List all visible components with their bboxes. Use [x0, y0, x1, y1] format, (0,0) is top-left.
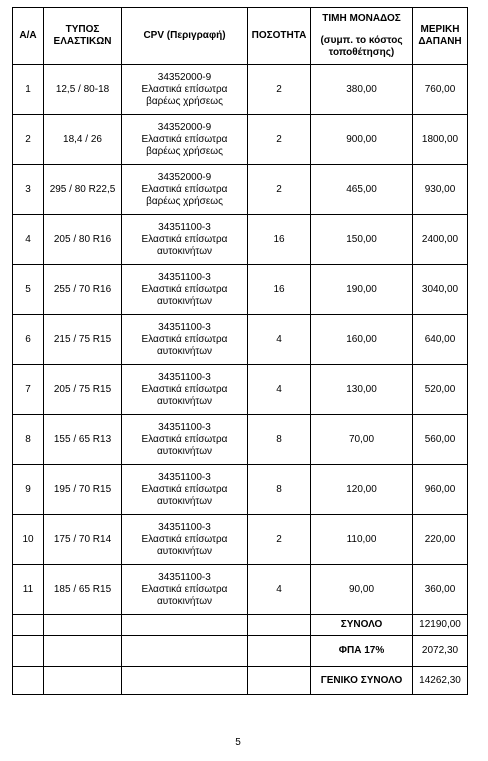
- sum-empty-3: [122, 615, 248, 636]
- tyre-type: 155 / 65 R13: [44, 415, 122, 465]
- cpv-cpv-code: 34352000-9: [157, 171, 212, 183]
- unit-price: 130,00: [311, 365, 413, 415]
- cpv-description: [122, 265, 248, 315]
- table-row: [13, 115, 468, 165]
- unit-price: 190,00: [311, 265, 413, 315]
- cpv-description: [122, 115, 248, 165]
- quantity: 4: [248, 365, 311, 415]
- quantity: 2: [248, 65, 311, 115]
- row-number: 8: [13, 415, 44, 465]
- table-row: [13, 165, 468, 215]
- table-row: [13, 465, 468, 515]
- table-row: [13, 515, 468, 565]
- cpv-description: [122, 315, 248, 365]
- header-unit-price-label: ΤΙΜΗ ΜΟΝΑΔΟΣ: [322, 13, 401, 24]
- unit-price: 160,00: [311, 315, 413, 365]
- unit-price: 380,00: [311, 65, 413, 115]
- cost-table: [12, 7, 468, 695]
- vat-empty-2: [44, 636, 122, 667]
- cpv-cpv-line2: βαρέως χρήσεως: [146, 95, 223, 107]
- cpv-description: [122, 215, 248, 265]
- cpv-cpv-line1: Ελαστικά επίσωτρα: [141, 383, 228, 395]
- quantity: 4: [248, 565, 311, 615]
- partial-cost: 220,00: [413, 515, 468, 565]
- row-number: 7: [13, 365, 44, 415]
- cpv-cpv-line1: Ελαστικά επίσωτρα: [141, 433, 228, 445]
- cpv-cpv-line2: αυτοκινήτων: [156, 245, 213, 257]
- partial-cost: 360,00: [413, 565, 468, 615]
- table-body: [13, 65, 468, 615]
- cpv-description: [122, 565, 248, 615]
- header-partial-cost: ΜΕΡΙΚΗ ΔΑΠΑΝΗ: [413, 8, 468, 65]
- vat-empty-4: [248, 636, 311, 667]
- tyre-type: 175 / 70 R14: [44, 515, 122, 565]
- tyre-type: 215 / 75 R15: [44, 315, 122, 365]
- cpv-cpv-code: 34351100-3: [158, 571, 211, 583]
- grand-empty-3: [122, 667, 248, 695]
- grand-total-row: [13, 667, 468, 695]
- quantity: 2: [248, 515, 311, 565]
- cpv-cpv-line2: βαρέως χρήσεως: [146, 195, 223, 207]
- cpv-cpv-line1: Ελαστικά επίσωτρα: [141, 133, 228, 145]
- unit-price: 465,00: [311, 165, 413, 215]
- row-number: 9: [13, 465, 44, 515]
- cpv-cpv-line2: αυτοκινήτων: [156, 295, 213, 307]
- cpv-description: [122, 165, 248, 215]
- sum-empty-1: [13, 615, 44, 636]
- partial-cost: 520,00: [413, 365, 468, 415]
- tyre-type: 185 / 65 R15: [44, 565, 122, 615]
- cpv-cpv-code: 34351100-3: [158, 471, 211, 483]
- sum-row: [13, 615, 468, 636]
- row-number: 5: [13, 265, 44, 315]
- cpv-cpv-code: 34351100-3: [158, 221, 211, 233]
- table-row: [13, 215, 468, 265]
- cpv-cpv-code: 34351100-3: [158, 421, 211, 433]
- vat-label: ΦΠΑ 17%: [311, 636, 413, 667]
- quantity: 4: [248, 315, 311, 365]
- unit-price: 70,00: [311, 415, 413, 465]
- header-unit-price: [311, 8, 413, 65]
- tyre-type: 295 / 80 R22,5: [44, 165, 122, 215]
- quantity: 16: [248, 265, 311, 315]
- cpv-cpv-code: 34351100-3: [158, 321, 211, 333]
- grand-empty-4: [248, 667, 311, 695]
- quantity: 8: [248, 465, 311, 515]
- quantity: 2: [248, 115, 311, 165]
- grand-total-label: ΓΕΝΙΚΟ ΣΥΝΟΛΟ: [311, 667, 413, 695]
- cpv-cpv-line2: αυτοκινήτων: [156, 445, 213, 457]
- partial-cost: 960,00: [413, 465, 468, 515]
- vat-value: 2072,30: [413, 636, 468, 667]
- unit-price: 150,00: [311, 215, 413, 265]
- cpv-cpv-line2: αυτοκινήτων: [156, 545, 213, 557]
- cpv-cpv-line1: Ελαστικά επίσωτρα: [141, 333, 228, 345]
- unit-price: 900,00: [311, 115, 413, 165]
- grand-empty-2: [44, 667, 122, 695]
- header-quantity: ΠΟΣΟΤΗΤΑ: [248, 8, 311, 65]
- unit-price: 90,00: [311, 565, 413, 615]
- partial-cost: 760,00: [413, 65, 468, 115]
- cpv-description: [122, 465, 248, 515]
- cpv-cpv-line2: αυτοκινήτων: [156, 495, 213, 507]
- cpv-cpv-line1: Ελαστικά επίσωτρα: [141, 583, 228, 595]
- partial-cost: 3040,00: [413, 265, 468, 315]
- tyre-type: 205 / 80 R16: [44, 215, 122, 265]
- cpv-cpv-line1: Ελαστικά επίσωτρα: [141, 233, 228, 245]
- table-row: [13, 415, 468, 465]
- partial-cost: 930,00: [413, 165, 468, 215]
- cpv-cpv-code: 34351100-3: [158, 371, 211, 383]
- partial-cost: 1800,00: [413, 115, 468, 165]
- row-number: 1: [13, 65, 44, 115]
- cpv-cpv-line1: Ελαστικά επίσωτρα: [141, 83, 228, 95]
- quantity: 2: [248, 165, 311, 215]
- quantity: 8: [248, 415, 311, 465]
- vat-row: [13, 636, 468, 667]
- partial-cost: 560,00: [413, 415, 468, 465]
- table-row: [13, 65, 468, 115]
- unit-price: 120,00: [311, 465, 413, 515]
- header-row: [13, 8, 468, 65]
- row-number: 10: [13, 515, 44, 565]
- vat-empty-1: [13, 636, 44, 667]
- cpv-description: [122, 365, 248, 415]
- table-row: [13, 265, 468, 315]
- sum-label: ΣΥΝΟΛΟ: [311, 615, 413, 636]
- table-row: [13, 365, 468, 415]
- header-unit-price-note: (συμπ. το κόστος τοποθέτησης): [320, 35, 403, 58]
- cpv-cpv-code: 34352000-9: [157, 121, 212, 133]
- cpv-cpv-line2: βαρέως χρήσεως: [146, 145, 223, 157]
- header-tyre-type: ΤΥΠΟΣ ΕΛΑΣΤΙΚΩΝ: [44, 8, 122, 65]
- table-row: [13, 565, 468, 615]
- cpv-cpv-line1: Ελαστικά επίσωτρα: [141, 283, 228, 295]
- cpv-cpv-line2: αυτοκινήτων: [156, 345, 213, 357]
- cpv-cpv-code: 34351100-3: [158, 521, 211, 533]
- table-row: [13, 315, 468, 365]
- row-number: 3: [13, 165, 44, 215]
- cpv-description: [122, 515, 248, 565]
- cpv-cpv-line2: αυτοκινήτων: [156, 395, 213, 407]
- vat-empty-3: [122, 636, 248, 667]
- header-aa: Α/Α: [13, 8, 44, 65]
- unit-price: 110,00: [311, 515, 413, 565]
- cpv-cpv-line1: Ελαστικά επίσωτρα: [141, 483, 228, 495]
- cpv-cpv-code: 34351100-3: [158, 271, 211, 283]
- page-number: 5: [235, 737, 241, 748]
- cpv-cpv-code: 34352000-9: [157, 71, 212, 83]
- tyre-type: 12,5 / 80-18: [44, 65, 122, 115]
- cpv-cpv-line1: Ελαστικά επίσωτρα: [141, 533, 228, 545]
- sum-empty-2: [44, 615, 122, 636]
- cpv-cpv-line1: Ελαστικά επίσωτρα: [141, 183, 228, 195]
- cpv-description: [122, 65, 248, 115]
- partial-cost: 2400,00: [413, 215, 468, 265]
- sum-empty-4: [248, 615, 311, 636]
- row-number: 2: [13, 115, 44, 165]
- row-number: 4: [13, 215, 44, 265]
- tyre-type: 18,4 / 26: [44, 115, 122, 165]
- row-number: 6: [13, 315, 44, 365]
- tyre-type: 195 / 70 R15: [44, 465, 122, 515]
- tyre-type: 205 / 75 R15: [44, 365, 122, 415]
- sum-value: 12190,00: [413, 615, 468, 636]
- quantity: 16: [248, 215, 311, 265]
- partial-cost: 640,00: [413, 315, 468, 365]
- grand-total-value: 14262,30: [413, 667, 468, 695]
- header-cpv: CPV (Περιγραφή): [122, 8, 248, 65]
- grand-empty-1: [13, 667, 44, 695]
- row-number: 11: [13, 565, 44, 615]
- tyre-type: 255 / 70 R16: [44, 265, 122, 315]
- cpv-description: [122, 415, 248, 465]
- cpv-cpv-line2: αυτοκινήτων: [156, 595, 213, 607]
